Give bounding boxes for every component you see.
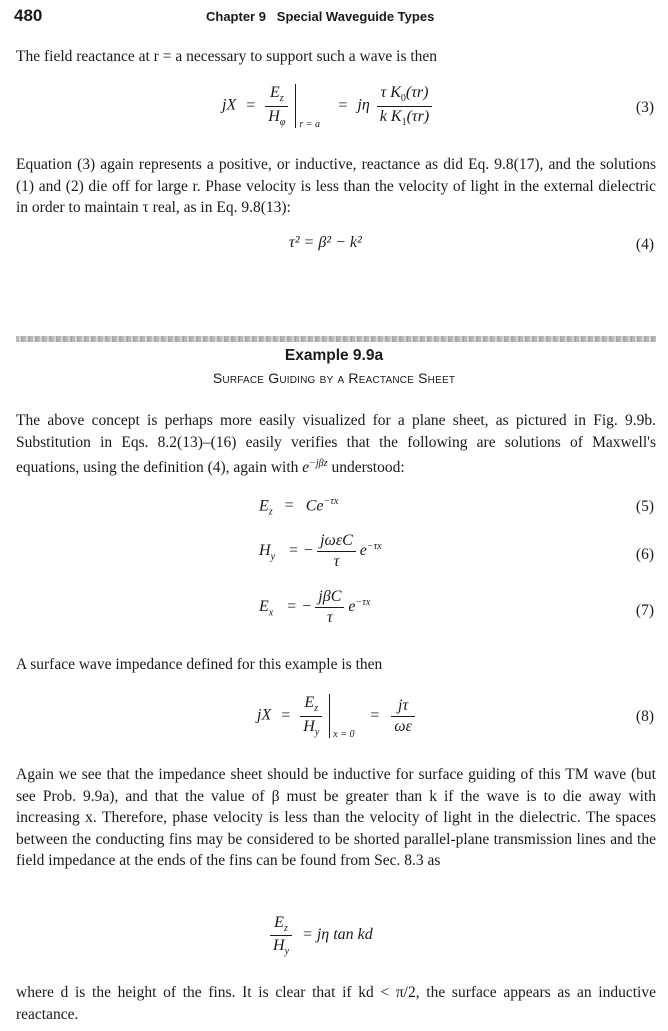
paragraph-conclusion: where d is the height of the fins. It is clear that if kd < π/2, the surface appears as an inductive reactance. (16, 984, 656, 1023)
paragraph-plane-sheet-exp-sup: −jβz (309, 458, 328, 469)
paragraph-phase-velocity: Equation (3) again represents a positive, or inductive, reactance as did Eq. 9.8(17), and the solutions (1) and (2) die off for large r. Phase velocity is less than the velocity of light in the external dielectric in order to maintain τ real, as in Eq. 9.8(13): (16, 156, 656, 216)
paragraph-plane-sheet-suffix: understood: (327, 459, 405, 477)
paragraph-plane-sheet (16, 410, 656, 479)
equation-5: $E_z = Ce^{-\tau x}$ (5) (259, 496, 654, 518)
eq3-number: (3) (635, 99, 654, 116)
eq8-den1-sub: y (314, 726, 320, 738)
eq5-lhs: E (259, 497, 269, 515)
running-head: Chapter 9 Special Waveguide Types (206, 9, 435, 24)
paragraph-impedance: A surface wave impedance defined for this example is then (16, 656, 383, 673)
eq3-num2: τ K (380, 84, 401, 102)
equation-4 (0, 234, 668, 260)
paragraph-intro: The field reactance at r = a necessary to support such a wave is then (16, 48, 438, 65)
equation-7: $E_x$ = − $\frac{\text{jβC}}{\tau}$ $e^{-\tau x}$ (7) (259, 588, 654, 626)
page-number: 480 (14, 6, 43, 25)
example-subtitle (0, 370, 668, 386)
eq8-fraction-field (300, 694, 322, 737)
paragraph-plane-sheet-text: The above concept is perhaps more easily visualized for a plane sheet, as pictured in Fig. 9.9b. Substitution in Eqs. 8.2(13)–(16) easily verifies that the following are solutions of Maxwell's equations, using the definition (4), again with (16, 412, 656, 477)
eq5-number: (5) (635, 498, 654, 515)
eq6-fraction (317, 532, 356, 571)
eq4-number: (4) (635, 236, 654, 253)
eq5-rhs: Ce (305, 497, 324, 515)
eq7-fraction (315, 588, 344, 627)
eq8-evaluation-bar (329, 694, 358, 738)
page-header (14, 6, 654, 28)
eq3-den2: k K (379, 107, 402, 125)
eq9-fraction (270, 914, 292, 957)
eq7-num: jβC (318, 588, 342, 605)
eq8-lhs: jX (257, 706, 272, 724)
eq6-lhs-sub: y (270, 551, 276, 563)
paragraph-plane-sheet-exp: e (302, 459, 310, 477)
eq3-num2-arg: (τr) (405, 84, 429, 102)
eq4-body: τ² = β² − k² (289, 234, 362, 251)
eq7-number: (7) (635, 602, 654, 619)
eq7-den: τ (326, 609, 333, 626)
eq8-den2: ωε (394, 717, 412, 735)
eq6-lhs: H (259, 542, 271, 560)
section-divider (16, 336, 656, 342)
eq3-equals-1: = (246, 96, 256, 114)
equation-6: $H_y$ = − $\frac{\text{jωεC}}{\tau}$ $e^{-\tau x}$ (6) (259, 532, 654, 570)
eq5-lhs-sub: z (268, 506, 273, 518)
eq3-evaluation-bar (295, 84, 324, 128)
eq3-den1: H (268, 107, 280, 125)
eq3-den2-arg: (τr) (406, 107, 430, 125)
eq8-num1: E (304, 694, 315, 712)
eq8-num1-sub: z (314, 703, 319, 715)
eq6-number: (6) (635, 546, 654, 563)
eq8-fraction-result (391, 697, 415, 736)
eq3-den1-sub: φ (279, 116, 286, 128)
eq8-eval-label: x = 0 (333, 729, 355, 740)
eq8-den1: H (303, 717, 315, 735)
eq3-lhs: jX (222, 96, 237, 114)
eq3-den2-sub: 1 (401, 116, 407, 128)
eq7-exp: e (348, 598, 356, 616)
eq7-exp-sup: −τx (355, 596, 371, 608)
eq3-equals-2: = (338, 96, 348, 114)
example-subtitle-text: Surface Guiding by a Reactance Sheet (212, 370, 456, 386)
eq3-num1-sub: z (279, 93, 284, 105)
eq6-exp: e (359, 542, 367, 560)
paragraph-fins: Again we see that the impedance sheet should be inductive for surface guiding of this TM wave (but see Prob. 9.9a), and that the value of β must be greater than k if the wave is to die away with increasing x. Therefore, phase velocity is less than the velocity of light in the dielectric. The spaces between the conducting fins may be considered to be shorted parallel-plane transmission lines and the field impedance at the ends of the fins can be found from Sec. 8.3 as (16, 766, 656, 869)
eq3-fraction-bessel (377, 84, 432, 127)
eq9-rhs: = jη tan kd (302, 926, 373, 944)
example-title: Example 9.9a (284, 347, 384, 364)
eq7-lhs-sub: x (268, 607, 274, 619)
eq6-exp-sup: −τx (366, 540, 382, 552)
eq9-num: E (274, 914, 284, 931)
eq9-num-sub: z (283, 923, 288, 935)
eq6-num: jωεC (320, 532, 353, 549)
eq9-den: H (273, 937, 285, 955)
eq3-num1: E (269, 84, 280, 102)
equation-3 (0, 82, 668, 138)
eq3-coefficient: jη (357, 96, 370, 114)
eq9-den-sub: y (284, 946, 290, 958)
eq3-eval-label: r = a (299, 119, 320, 130)
eq3-fraction-field (265, 84, 288, 127)
eq3-num2-sub: 0 (400, 93, 406, 105)
eq7-lhs: E (259, 598, 269, 616)
equation-8: jX = $\frac{E_z}{H_y}$ x = 0 = $\frac{j\tau}{\omega\varepsilon}$ (8) (257, 694, 654, 740)
equation-fins (0, 914, 668, 964)
eq8-num2: jτ (398, 696, 409, 714)
eq8-number: (8) (635, 708, 654, 725)
eq5-rhs-sup: −τx (323, 496, 339, 507)
eq6-den: τ (333, 553, 340, 570)
